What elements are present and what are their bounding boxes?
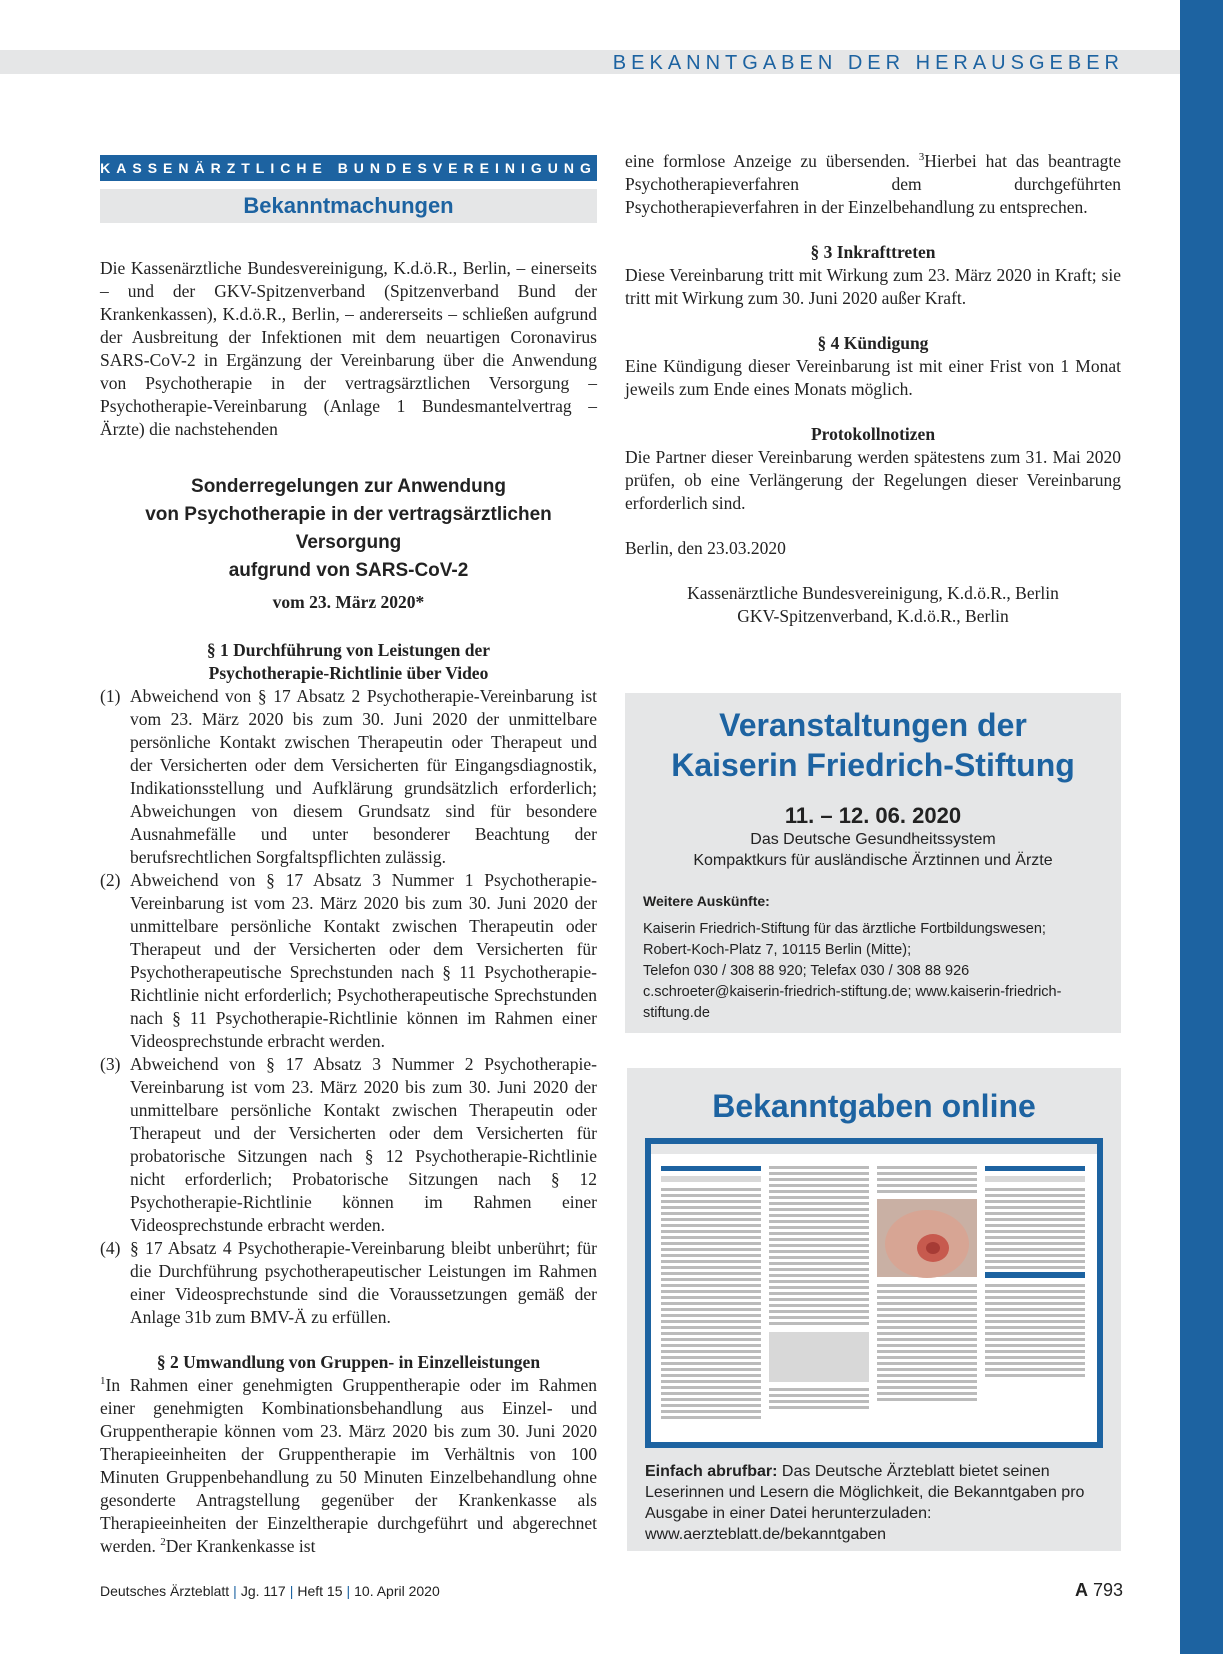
event-subtitle (625, 829, 1121, 871)
event-title-line: Kaiserin Friedrich-Stiftung (671, 747, 1075, 783)
protocol-notes-title: Protokollnotizen (810, 424, 936, 444)
item-number: (2) (100, 870, 121, 890)
event-info-line: Kaiserin Friedrich-Stiftung für das ärztliche Fortbildungswesen; (643, 921, 1046, 937)
section-2-paragraph (100, 1374, 597, 1558)
online-description-text: Das Deutsche Ärzteblatt bietet seinen Leserinnen und Lesern die Möglichkeit, die Bekanntgaben pro Ausgabe in einer Datei herunterzuladen: www.aerzteblatt.de/bekanntgaben (645, 1463, 1085, 1543)
list-item (100, 869, 597, 1053)
regulation-title-line: aufgrund von SARS-CoV-2 (228, 560, 469, 581)
item-number: (4) (100, 1238, 121, 1258)
section-2-text-end: Der Krankenkasse ist (165, 1536, 316, 1556)
protocol-notes-text: Die Partner dieser Vereinbarung werden spätestens zum 31. Mai 2020 prüfen, ob eine Verlängerung der Regelungen dieser Vereinbarung erforderlich sind. (625, 447, 1121, 513)
journal-date: 10. April 2020 (354, 1583, 440, 1599)
journal-name: Deutsches Ärzteblatt (100, 1583, 230, 1599)
section-3-title: § 3 Inkrafttreten (810, 242, 936, 262)
page-thumbnail-image (645, 1138, 1103, 1448)
separator: | (233, 1583, 237, 1599)
item-text: Abweichend von § 17 Absatz 2 Psychotherapie-Vereinbarung ist vom 23. März 2020 bis zum 30. Juni 2020 der unmittelbare persönliche Kontakt zwischen Therapeutin oder Therapeut und der Versicherten oder dem Versicherten für Eingangsdiagnostik, Indikationsstellung und Aufklärung grundsätzlich erforderlich; Abweichungen von diesem Grundsatz sind für besondere Ausnahmefälle und unter besonderer Beachtung der berufsrechtlichen Sorgfaltspflichten zulässig. (130, 686, 597, 867)
journal-volume: Jg. 117 (240, 1583, 286, 1599)
regulation-title-line: von Psychotherapie in der vertragsärztlichen Versorgung (145, 504, 552, 553)
left-column (100, 155, 597, 1558)
footnote-marker: 1 (100, 1375, 106, 1388)
item-text: § 17 Absatz 4 Psychotherapie-Vereinbarung bleibt unberührt; für die Durchführung psychotherapeutischer Leistungen im Rahmen einer Videosprechstunde sind die Voraussetzungen gemäß der Anlage 31b zum BMV-Ä zu erfüllen. (130, 1238, 597, 1327)
organization-band: KASSENÄRZTLICHE BUNDESVEREINIGUNG (100, 155, 597, 181)
signatory: GKV-Spitzenverband, K.d.ö.R., Berlin (737, 606, 1009, 626)
online-description-bold: Einfach abrufbar: (645, 1463, 778, 1480)
footnote-marker: 2 (160, 1536, 166, 1549)
section-1-title-line: § 1 Durchführung von Leistungen der (206, 640, 491, 660)
section-3-text: Diese Vereinbarung tritt mit Wirkung zum 23. März 2020 in Kraft; sie tritt mit Wirkung zum 30. Juni 2020 außer Kraft. (625, 265, 1121, 308)
journal-issue: Heft 15 (297, 1583, 343, 1599)
event-title-line: Veranstaltungen der (719, 707, 1027, 743)
item-text: Abweichend von § 17 Absatz 3 Nummer 2 Psychotherapie-Vereinbarung ist vom 23. März 2020 bis zum 30. Juni 2020 der unmittelbare persönliche Kontakt zwischen Therapeutin oder Therapeut und der Versicherten oder dem Versicherten für probatorische Sitzungen nach § 12 Psychotherapie-Richtlinie nicht erforderlich; Probatorische Sitzungen nach § 12 Psychotherapie-Richtlinie können im Rahmen einer Videosprechstunde erbracht werden. (130, 1054, 597, 1235)
right-column (625, 150, 1121, 628)
event-info-line: Robert-Koch-Platz 7, 10115 Berlin (Mitte); (643, 942, 912, 958)
event-box (625, 693, 1121, 1033)
item-number: (3) (100, 1054, 121, 1074)
section-4-text: Eine Kündigung dieser Vereinbarung ist mit einer Frist von 1 Monat jeweils zum Ende eines Monats möglich. (625, 356, 1121, 399)
section-4-title: § 4 Kündigung (817, 333, 929, 353)
separator: | (289, 1583, 294, 1599)
section-header: BEKANNTGABEN DER HERAUSGEBER (612, 52, 1124, 74)
regulation-date: vom 23. März 2020* (272, 592, 425, 612)
online-title: Bekanntgaben online (712, 1088, 1036, 1124)
signatory: Kassenärztliche Bundesvereinigung, K.d.ö.R., Berlin (687, 583, 1059, 603)
footnote-marker: 3 (918, 151, 925, 164)
page-thumbnail-illustration (651, 1144, 1097, 1442)
list-item (100, 1237, 597, 1329)
event-info (643, 919, 1121, 1024)
event-info-heading: Weitere Auskünfte: (643, 893, 770, 909)
separator: | (346, 1583, 351, 1599)
section-1-title-line: Psychotherapie-Richtlinie über Video (208, 663, 489, 683)
continuation-paragraph (625, 150, 1121, 219)
place-date: Berlin, den 23.03.2020 (625, 538, 786, 558)
list-item (100, 1053, 597, 1237)
event-date: 11. – 12. 06. 2020 (784, 803, 962, 828)
continuation-text-end: Hierbei hat das beantragte Psychotherapieverfahren dem durchgeführten Psychotherapieverfahren in der Einzelbehandlung zu entsprechen. (625, 151, 1121, 217)
section-1-title (100, 639, 597, 685)
announcement-title: Bekanntmachungen (100, 189, 597, 223)
event-subtitle-line: Kompaktkurs für ausländische Ärztinnen und Ärzte (693, 852, 1053, 869)
item-text: Abweichend von § 17 Absatz 3 Nummer 1 Psychotherapie-Vereinbarung ist vom 23. März 2020 bis zum 30. Juni 2020 der unmittelbare persönliche Kontakt zwischen Therapeutin oder Therapeut und der Versicherten oder dem Versicherten für Psychotherapeutische Sprechstunden nach § 11 Psychotherapie-Richtlinie nicht erforderlich; Psychotherapeutische Sprechstunden nach § 11 Psychotherapie-Richtlinie können im Rahmen einer Videosprechstunde erbracht werden. (130, 870, 597, 1051)
section-2-title: § 2 Umwandlung von Gruppen- in Einzelleistungen (156, 1352, 541, 1372)
page-prefix: A (1074, 1580, 1088, 1600)
event-title (625, 705, 1121, 785)
item-number: (1) (100, 686, 121, 706)
page-number-value: 793 (1092, 1580, 1123, 1600)
signatories (625, 582, 1121, 628)
online-box (627, 1068, 1121, 1551)
online-description (645, 1461, 1105, 1545)
event-subtitle-line: Das Deutsche Gesundheitssystem (750, 831, 996, 848)
page-number (1075, 1580, 1123, 1601)
regulation-title-line: Sonderregelungen zur Anwendung (191, 476, 506, 497)
section-2-text: In Rahmen einer genehmigten Gruppentherapie oder im Rahmen einer genehmigten Kombinationsbehandlung aus Einzel- und Gruppentherapie können vom 23. März 2020 bis zum 30. Juni 2020 Therapieeinheiten der Gruppentherapie im Verhältnis von 100 Minuten Gruppenbehandlung zu 50 Minuten Einzelbehandlung ohne gesonderte Antragstellung gegenüber der Krankenkasse als Therapieeinheiten der Einzeltherapie durchgeführt und abgerechnet werden. (100, 1375, 597, 1556)
regulation-title (100, 473, 597, 585)
list-item (100, 685, 597, 869)
event-info-line[interactable]: c.schroeter@kaiserin-friedrich-stiftung.de; www.kaiserin-friedrich-stiftung.de (643, 984, 1062, 1021)
continuation-text: eine formlose Anzeige zu übersenden. (625, 151, 919, 171)
intro-paragraph: Die Kassenärztliche Bundesvereinigung, K.d.ö.R., Berlin, – einerseits – und der GKV-Spitzenverband (Spitzenverband Bund der Krankenkassen), K.d.ö.R., Berlin, – andererseits – schließen aufgrund der Ausbreitung der Infektionen mit dem neuartigen Coronavirus SARS-CoV-2 in Ergänzung der Vereinbarung über die Anwendung von Psychotherapie in der vertragsärztlichen Versorgung – Psychotherapie-Vereinbarung (Anlage 1 Bundesmantelvertrag – Ärzte) die nachstehenden (100, 258, 597, 439)
page-footer (100, 1583, 440, 1599)
event-info-line: Telefon 030 / 308 88 920; Telefax 030 / 308 88 926 (643, 963, 970, 979)
side-color-bar (1180, 0, 1223, 1654)
